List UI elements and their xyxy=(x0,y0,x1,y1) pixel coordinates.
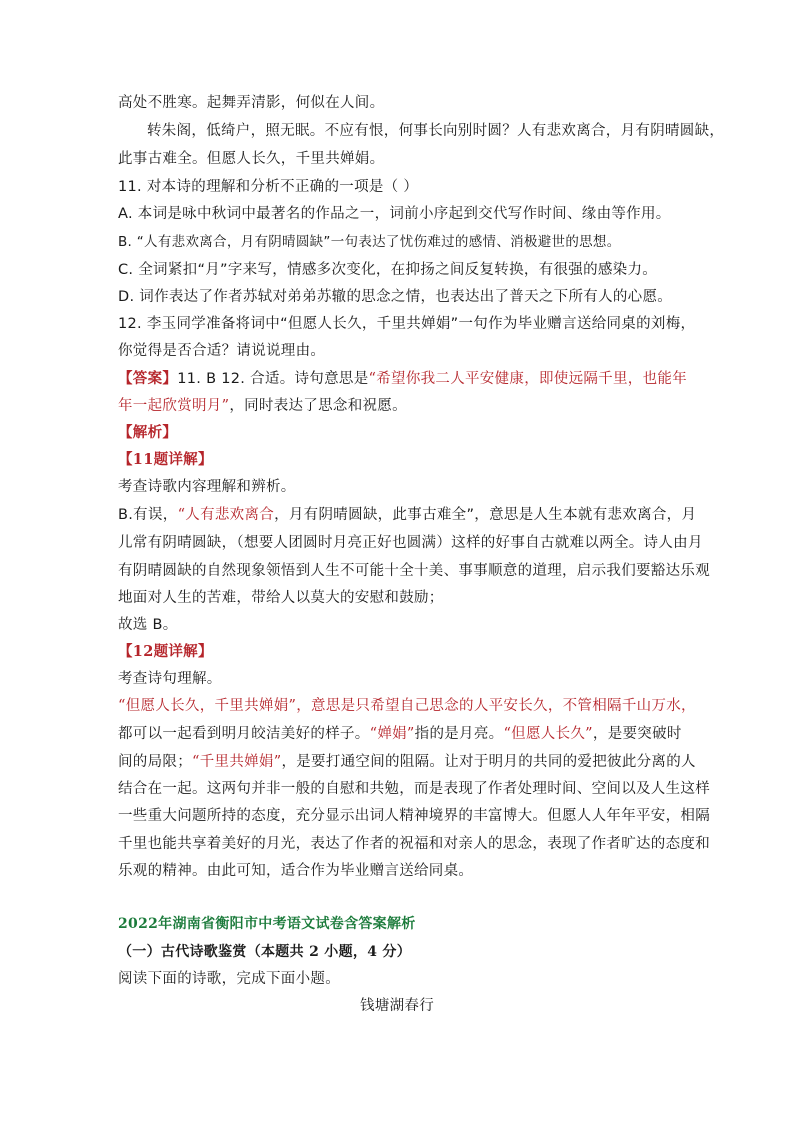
q11-detail-heading: 【11题详解】 xyxy=(118,451,213,468)
reading-instruction: 阅读下面的诗歌，完成下面小题。 xyxy=(118,971,340,987)
answer-label: 【答案】 xyxy=(118,370,178,387)
q11-quote: “人有悲欢离合 xyxy=(177,507,275,523)
q11-detail-line-2: 儿常有阴晴圆缺，（想要人团圆时月亮正好也圆满）这样的好事自古就难以两全。诗人由月 xyxy=(118,535,703,551)
q11-detail-line-4: 地面对人生的苦难，带给人以莫大的安慰和鼓励； xyxy=(118,590,444,606)
answer-line-1 xyxy=(118,369,687,389)
q12-detail-line-1: “但愿人长久，千里共婵娟”，意思是只希望自己思念的人平安长久，不管相隔千山万水， xyxy=(118,698,696,714)
q11-detail-intro: 考查诗歌内容理解和辨析。 xyxy=(118,479,296,495)
analysis-label: 【解析】 xyxy=(118,424,178,441)
exam-title: 2022年湖南省衡阳市中考语文试卷含答案解析 xyxy=(118,916,416,932)
q12-quote-2: “但愿人长久” xyxy=(503,726,593,742)
q12-text-2: 指的是月亮。 xyxy=(414,726,504,742)
answer-quote-end: 年一起欣赏明月” xyxy=(118,398,230,414)
q12-quote-3: “千里共婵娟” xyxy=(192,754,282,770)
q12-text-5: ，是要打通空间的阻隔。让对于明月的共同的爱把彼此分离的人 xyxy=(281,754,696,770)
question-11-option-a: A. 本词是咏中秋词中最著名的作品之一，词前小序起到交代写作时间、缘由等作用。 xyxy=(118,206,671,222)
q12-text-3: ，是要突破时 xyxy=(592,726,682,742)
answer-text-end: ，同时表达了思念和祝愿。 xyxy=(229,398,407,414)
q12-text-4: 间的局限； xyxy=(118,754,192,770)
q11-text: B.有误， xyxy=(118,507,178,523)
poem-line-3: 此事古难全。但愿人长久，千里共婵娟。 xyxy=(118,151,385,167)
q12-detail-intro: 考查诗句理解。 xyxy=(118,671,222,687)
question-11-stem: 11. 对本诗的理解和分析不正确的一项是（ ） xyxy=(118,179,419,195)
q12-detail-line-5: 一些重大问题所持的态度，充分显示出词人精神境界的丰富博大。但愿人人年年平安，相隔 xyxy=(118,808,710,824)
poem-line-1: 高处不胜寒。起舞弄清影，何似在人间。 xyxy=(118,95,385,111)
q12-detail-line-4: 结合在一起。这两句并非一般的自慰和共勉，而是表现了作者处理时间、空间以及人生这样 xyxy=(118,781,710,797)
q12-detail-line-6: 千里也能共享着美好的月光，表达了作者的祝福和对亲人的思念，表现了作者旷达的态度和 xyxy=(118,836,710,852)
question-12-line-1: 12. 李玉同学准备将词中“但愿人长久，千里共婵娟”一句作为毕业赠言送给同桌的刘梅， xyxy=(118,316,696,332)
question-12-line-2: 你觉得是否合适？请说说理由。 xyxy=(118,343,326,359)
q12-detail-line-7: 乐观的精神。由此可知，适合作为毕业赠言送给同桌。 xyxy=(118,863,474,879)
question-11-option-b: B. “人有悲欢离合，月有阴晴圆缺”一句表达了忧伤难过的感情、消极避世的思想。 xyxy=(118,234,621,250)
answer-quote: “希望你我二人平安健康，即使远隔千里，也能年 xyxy=(368,371,688,387)
answer-text: 11. B 12. 合适。诗句意思是 xyxy=(177,371,369,387)
question-11-option-d: D. 词作表达了作者苏轼对弟弟苏辙的思念之情，也表达出了普天之下所有人的心愿。 xyxy=(118,289,673,305)
section-heading: （一）古代诗歌鉴赏（本题共 2 小题，4 分） xyxy=(118,944,412,960)
q12-quote-1: “婵娟” xyxy=(369,726,415,742)
q12-text: 都可以一起看到明月皎洁美好的样子。 xyxy=(118,726,370,742)
q11-detail-line-3: 有阴晴圆缺的自然现象领悟到人生不可能十全十美、事事顺意的道理，启示我们要豁达乐观 xyxy=(118,563,710,579)
question-11-option-c: C. 全词紧扣“月”字来写，情感多次变化，在抑扬之间反复转换，有很强的感染力。 xyxy=(118,262,658,278)
q11-detail-line-1 xyxy=(118,505,696,525)
q12-detail-heading: 【12题详解】 xyxy=(118,643,213,660)
q12-detail-line-2 xyxy=(118,724,682,744)
answer-line-2 xyxy=(118,396,407,416)
poem-line-2: 转朱阁，低绮户，照无眠。不应有恨，何事长向别时圆？人有悲欢离合，月有阴晴圆缺， xyxy=(147,123,725,139)
q11-choice: 故选 B。 xyxy=(118,617,178,633)
poem-title: 钱塘湖春行 xyxy=(360,998,434,1014)
q11-text-cont: ，月有阴晴圆缺，此事古难全”，意思是人生本就有悲欢离合，月 xyxy=(274,507,697,523)
q12-detail-line-3 xyxy=(118,752,696,772)
